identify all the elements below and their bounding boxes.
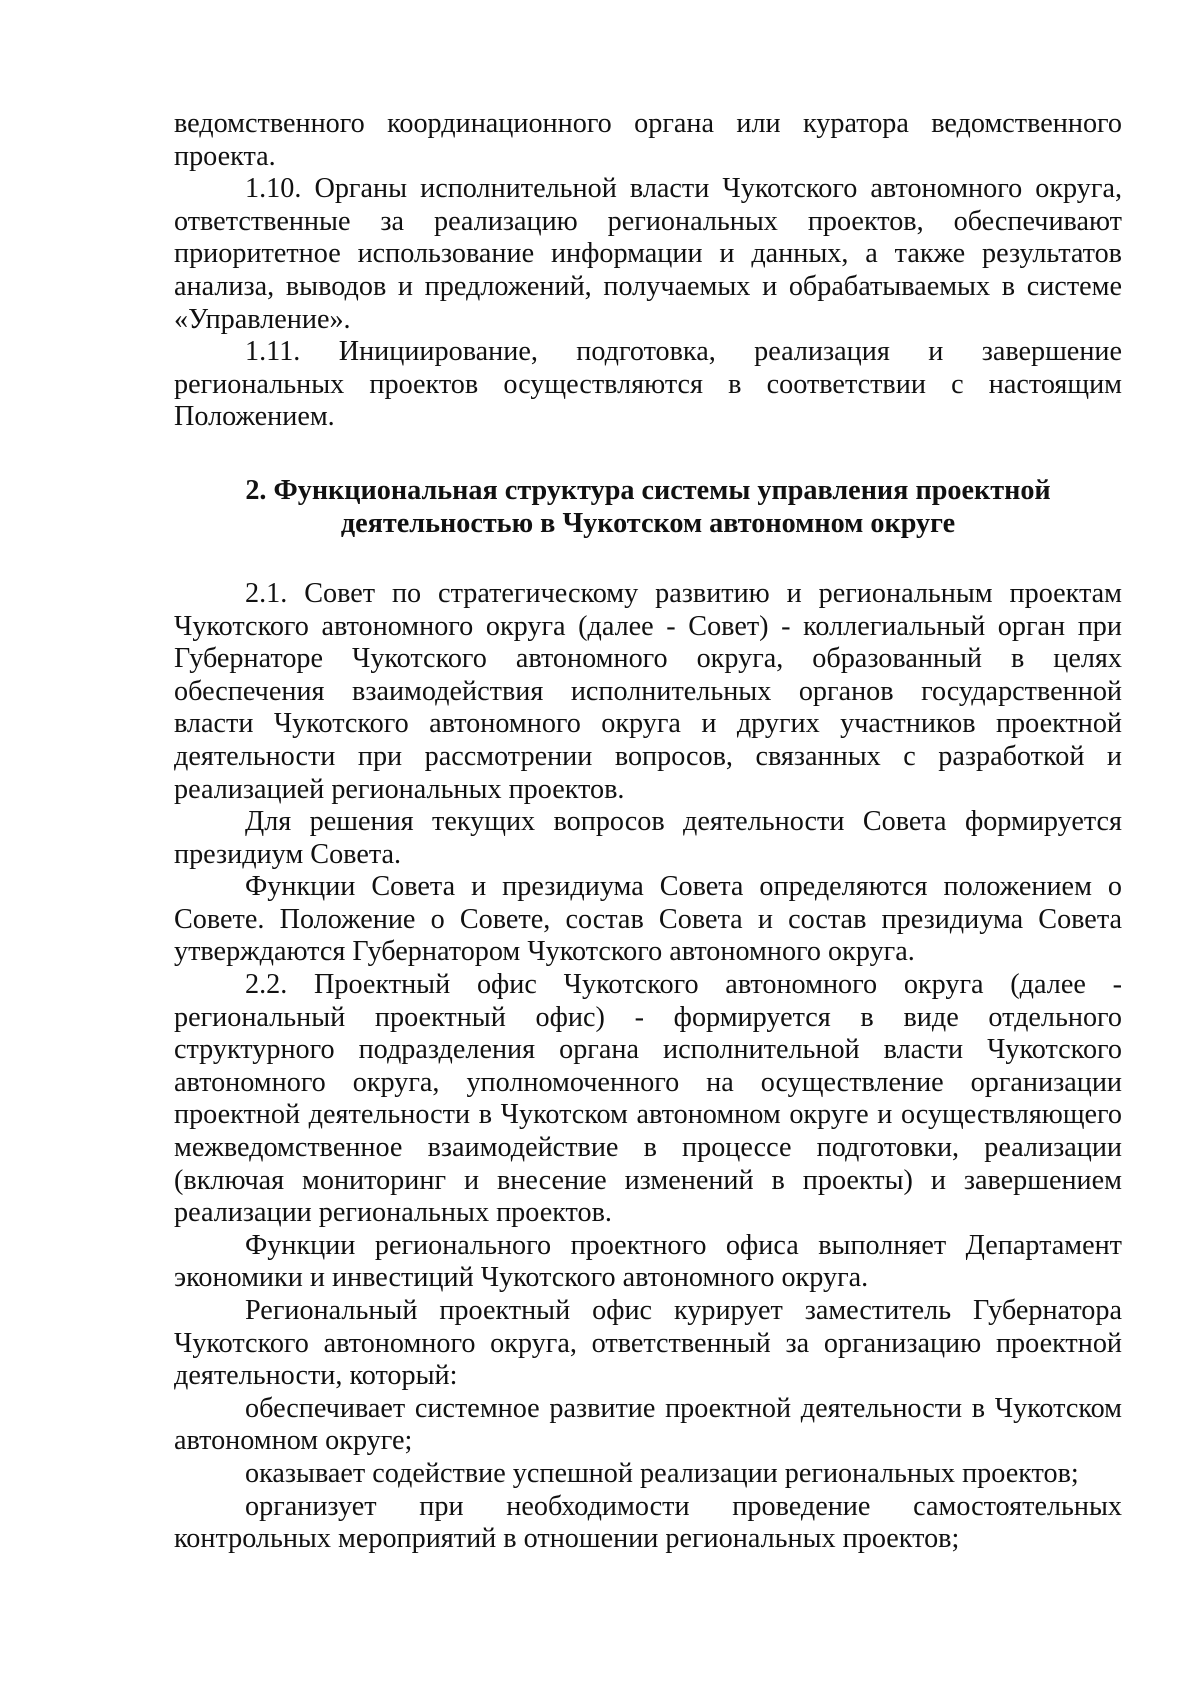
paragraph-council-functions: Функции Совета и президиума Совета определяются положением о Совете. Положение о Совете, состав Совета и состав президиума Совета утверждаются Губернатором Чукотского автономного округа. — [174, 871, 1122, 968]
paragraph-office-curator: Региональный проектный офис курирует заместитель Губернатора Чукотского автономного округа, ответственный за организацию проектной деятельности, который: — [174, 1295, 1122, 1392]
section-heading-line-1: 2. Функциональная структура системы управления проектной — [245, 474, 1051, 506]
paragraph-continuation: ведомственного координационного органа или куратора ведомственного проекта. — [174, 108, 1122, 172]
paragraph-2-1: 2.1. Совет по стратегическому развитию и региональным проектам Чукотского автономного округа (далее - Совет) - коллегиальный орган при Губернаторе Чукотского автономного округа, образованный в целях обеспечения взаимодействия исполнительных органов государственной власти Чукотского автономного округа и других участников проектной деятельности при рассмотрении вопросов, связанных с разработкой и реализацией региональных проектов. — [174, 577, 1122, 805]
paragraph-office-functions: Функции регионального проектного офиса выполняет Департамент экономики и инвестиций Чукотского автономного округа. — [174, 1229, 1122, 1294]
list-item-system-development: обеспечивает системное развитие проектной деятельности в Чукотском автономном округе; — [174, 1392, 1122, 1457]
document-body — [174, 108, 1122, 1556]
paragraph-1-11: 1.11. Инициирование, подготовка, реализация и завершение региональных проектов осуществляются в соответствии с настоящим Положением. — [174, 336, 1122, 433]
list-item-assistance: оказывает содействие успешной реализации региональных проектов; — [245, 1457, 1079, 1489]
paragraph-presidium: Для решения текущих вопросов деятельности Совета формируется президиум Совета. — [174, 806, 1122, 870]
paragraph-2-2: 2.2. Проектный офис Чукотского автономного округа (далее - региональный проектный офис) - формируется в виде отдельного структурного подразделения органа исполнительной власти Чукотского автономного округа, уполномоченного на осуществление организации проектной деятельности в Чукотском автономном округе и осуществляющего межведомственное взаимодействие в процессе подготовки, реализации (включая мониторинг и внесение изменений в проекты) и завершением реализации региональных проектов. — [174, 969, 1122, 1229]
list-item-control-measures: организует при необходимости проведение самостоятельных контрольных мероприятий в отношении региональных проектов; — [174, 1490, 1122, 1555]
section-heading-line-2: деятельностью в Чукотском автономном округе — [340, 507, 956, 539]
section-heading — [174, 474, 1122, 540]
paragraph-1-10: 1.10. Органы исполнительной власти Чукотского автономного округа, ответственные за реализацию региональных проектов, обеспечивают приоритетное использование информации и данных, а также результатов анализа, выводов и предложений, получаемых и обрабатываемых в системе «Управление». — [174, 173, 1122, 335]
